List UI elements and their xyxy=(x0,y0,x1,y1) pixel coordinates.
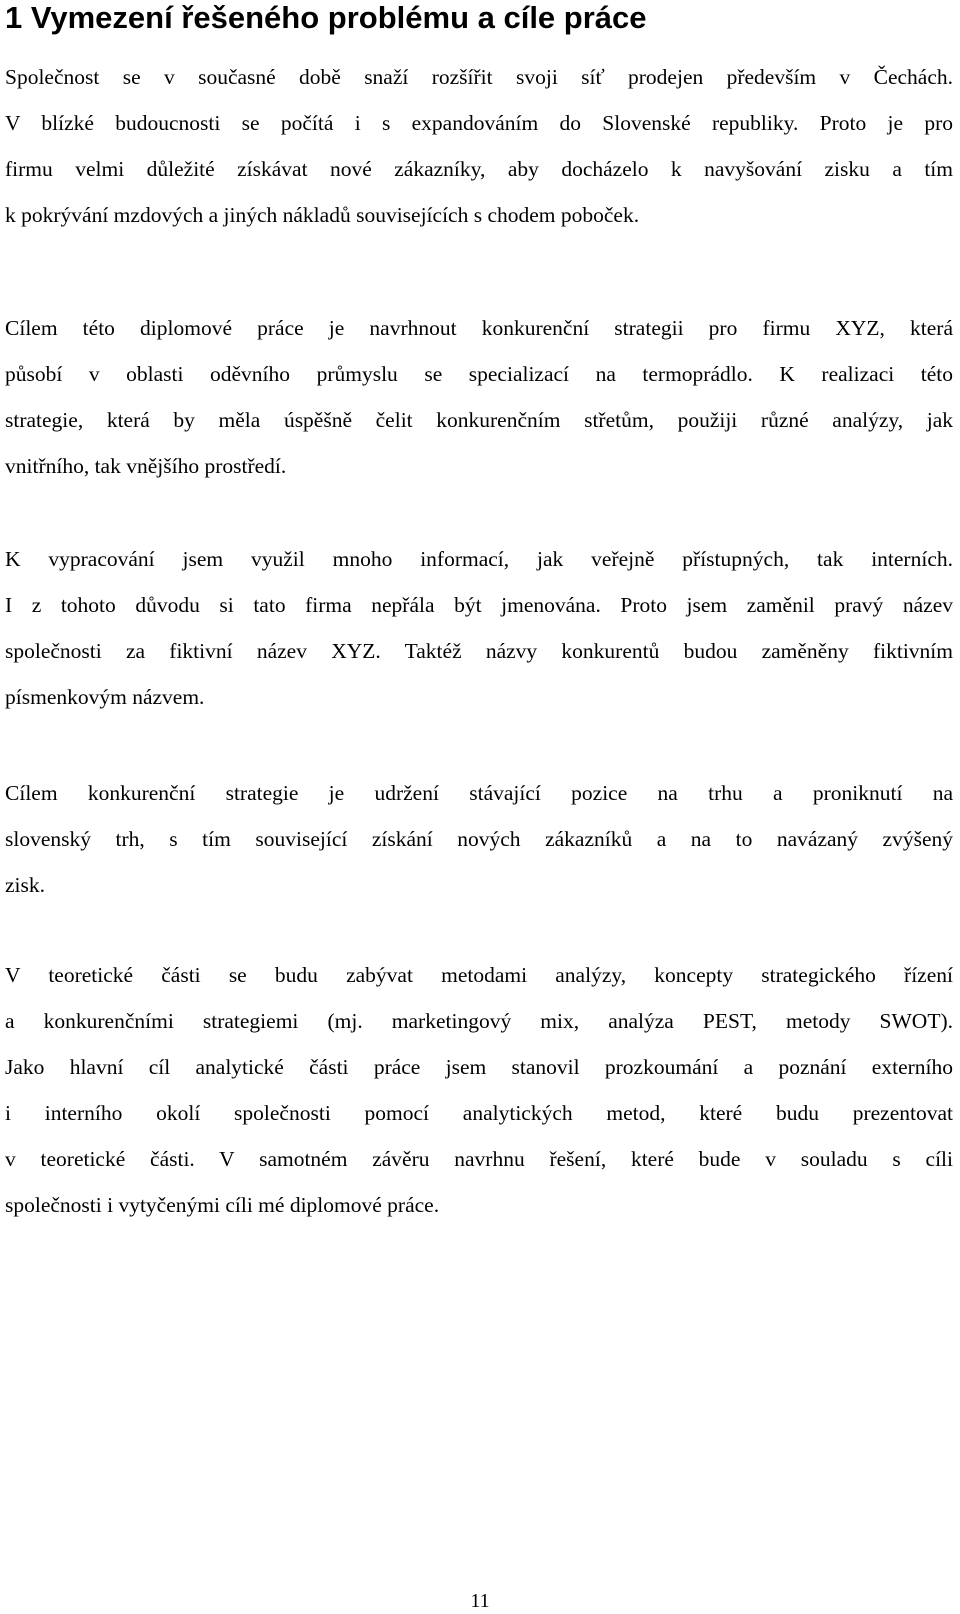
text-line: v teoretické části. V samotném závěru navrhnu řešení, které bude v souladu s cíli xyxy=(5,1147,953,1171)
paragraph-1 xyxy=(5,54,953,238)
text-line: písmenkovým názvem. xyxy=(5,685,205,709)
text-line: firmu velmi důležité získávat nové zákazníky, aby docházelo k navyšování zisku a tím xyxy=(5,157,953,181)
paragraph-5 xyxy=(5,952,953,1228)
text-line: K vypracování jsem využil mnoho informací, jak veřejně přístupných, tak interních. xyxy=(5,547,953,571)
text-line: i interního okolí společnosti pomocí analytických metod, které budu prezentovat xyxy=(5,1101,953,1125)
text-line: vnitřního, tak vnějšího prostředí. xyxy=(5,454,287,478)
text-line: společnosti za fiktivní název XYZ. Taktéž názvy konkurentů budou zaměněny fiktivním xyxy=(5,639,953,663)
text-line: zisk. xyxy=(5,873,46,897)
text-line: Společnost se v současné době snaží rozšířit svoji síť prodejen především v Čechách. xyxy=(5,65,953,89)
chapter-heading: 1 Vymezení řešeného problému a cíle práce xyxy=(5,0,647,35)
text-line: k pokrývání mzdových a jiných nákladů souvisejících s chodem poboček. xyxy=(5,203,640,227)
text-line: slovenský trh, s tím související získání nových zákazníků a na to navázaný zvýšený xyxy=(5,827,953,851)
text-line: I z tohoto důvodu si tato firma nepřála být jmenována. Proto jsem zaměnil pravý název xyxy=(5,593,953,617)
text-line: společnosti i vytyčenými cíli mé diplomové práce. xyxy=(5,1193,440,1217)
page-number: 11 xyxy=(470,1590,490,1612)
text-line: V blízké budoucnosti se počítá i s expandováním do Slovenské republiky. Proto je pro xyxy=(5,111,953,135)
text-line: V teoretické části se budu zabývat metodami analýzy, koncepty strategického řízení xyxy=(5,963,953,987)
text-line: Jako hlavní cíl analytické části práce jsem stanovil prozkoumání a poznání externího xyxy=(5,1055,953,1079)
text-line: a konkurenčními strategiemi (mj. marketingový mix, analýza PEST, metody SWOT). xyxy=(5,1009,953,1033)
text-line: Cílem této diplomové práce je navrhnout konkurenční strategii pro firmu XYZ, která xyxy=(5,316,953,340)
paragraph-2 xyxy=(5,305,953,489)
paragraph-3 xyxy=(5,536,953,720)
text-line: Cílem konkurenční strategie je udržení stávající pozice na trhu a proniknutí na xyxy=(5,781,953,805)
text-line: působí v oblasti oděvního průmyslu se specializací na termoprádlo. K realizaci této xyxy=(5,362,953,386)
text-line: strategie, která by měla úspěšně čelit konkurenčním střetům, použiji různé analýzy, jak xyxy=(5,408,953,432)
paragraph-4 xyxy=(5,770,953,908)
